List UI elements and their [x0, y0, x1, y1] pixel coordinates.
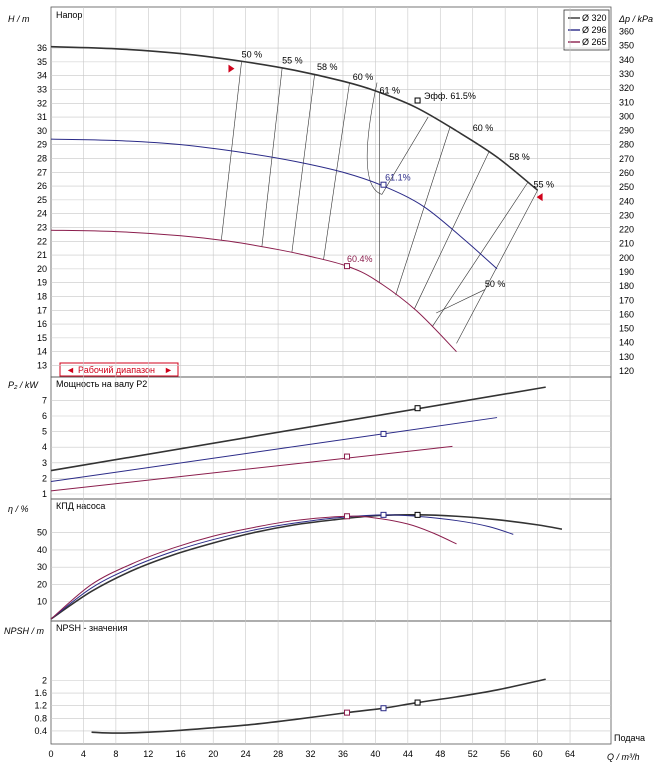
operating-point-marker — [381, 512, 386, 517]
pressure-tick-label: 290 — [619, 125, 635, 136]
head-y-tick-label: 25 — [36, 194, 47, 205]
efficiency-y-tick-label: 40 — [36, 544, 47, 555]
operating-point-marker — [345, 264, 350, 269]
efficiency-y-axis-label: η / % — [8, 504, 29, 514]
head-y-tick-label: 26 — [36, 181, 47, 192]
efficiency-label: 60 % — [352, 71, 374, 82]
head-panel-title: Напор — [56, 10, 83, 20]
pressure-tick-label: 180 — [619, 281, 635, 292]
head-y-tick-label: 31 — [36, 112, 47, 123]
pressure-tick-label: 260 — [619, 167, 635, 178]
pressure-tick-label: 320 — [619, 83, 635, 94]
x-tick-label: 20 — [208, 749, 219, 759]
efficiency-y-tick-label: 10 — [36, 596, 47, 607]
pressure-tick-label: 210 — [619, 238, 635, 249]
pressure-tick-label: 120 — [619, 366, 635, 376]
efficiency-label: Эфф. 61.5% — [424, 91, 476, 102]
x-tick-label: 36 — [337, 749, 348, 759]
operating-point-marker — [381, 182, 386, 187]
operating-point-marker — [345, 454, 350, 459]
efficiency-label: 58 % — [509, 151, 530, 162]
head-y-tick-label: 36 — [36, 43, 47, 54]
power-y-tick-label: 7 — [41, 395, 47, 406]
power-panel-title: Мощность на валу P2 — [56, 379, 148, 389]
head-y-tick-label: 22 — [36, 236, 47, 247]
x-tick-label: 64 — [565, 749, 576, 759]
operating-range-left-arrow: ◄ — [66, 365, 75, 375]
operating-range-right-arrow: ► — [164, 365, 173, 375]
pressure-tick-label: 270 — [619, 153, 635, 164]
head-y-axis-label: H / m — [8, 14, 30, 24]
pressure-tick-label: 190 — [619, 266, 635, 277]
chart-legend — [564, 10, 609, 50]
x-tick-label: 60 — [532, 749, 543, 759]
npsh-y-axis-label: NPSH / m — [4, 626, 45, 636]
operating-point-marker — [345, 514, 350, 519]
operating-point-marker — [415, 98, 420, 103]
head-y-tick-label: 20 — [36, 263, 47, 274]
power-y-tick-label: 2 — [41, 473, 47, 484]
efficiency-label: 61 % — [379, 85, 400, 96]
flow-x-axis-label: Q / m³/h — [607, 752, 640, 762]
operating-point-marker — [415, 512, 420, 517]
pressure-tick-label: 360 — [619, 26, 635, 37]
x-tick-label: 56 — [500, 749, 511, 759]
efficiency-label: 55 % — [282, 55, 303, 66]
pressure-tick-label: 250 — [619, 182, 635, 193]
head-y-tick-label: 32 — [36, 98, 47, 109]
efficiency-label: 61.1% — [385, 172, 411, 183]
efficiency-y-tick-label: 50 — [36, 527, 47, 538]
pressure-tick-label: 340 — [619, 54, 635, 65]
head-y-tick-label: 30 — [36, 125, 47, 136]
pressure-tick-label: 280 — [619, 139, 635, 150]
head-y-tick-label: 15 — [36, 332, 47, 343]
pressure-tick-label: 220 — [619, 224, 635, 235]
head-y-tick-label: 35 — [36, 56, 47, 67]
pressure-tick-label: 330 — [619, 68, 635, 79]
npsh-y-tick-label: 0.8 — [34, 713, 47, 724]
head-y-tick-label: 16 — [36, 319, 47, 330]
x-tick-label: 28 — [273, 749, 284, 759]
operating-point-marker — [381, 431, 386, 436]
x-tick-label: 16 — [175, 749, 186, 759]
pressure-tick-label: 130 — [619, 351, 635, 362]
power-y-tick-label: 4 — [41, 442, 47, 453]
power-y-tick-label: 5 — [41, 426, 47, 437]
head-y-tick-label: 34 — [36, 70, 47, 81]
x-tick-label: 4 — [80, 749, 86, 759]
head-y-tick-label: 17 — [36, 305, 47, 316]
efficiency-label: 55 % — [533, 179, 555, 190]
pressure-tick-label: 160 — [619, 309, 635, 320]
npsh-y-tick-label: 1.6 — [34, 688, 47, 699]
legend-label-296: Ø 296 — [582, 25, 607, 35]
x-tick-label: 48 — [435, 749, 446, 759]
x-tick-label: 24 — [240, 749, 251, 759]
operating-point-marker — [345, 710, 350, 715]
npsh-y-tick-label: 1.2 — [34, 700, 47, 711]
x-tick-label: 8 — [113, 749, 119, 759]
x-tick-label: 52 — [467, 749, 478, 759]
pressure-tick-label: 350 — [619, 40, 635, 51]
power-y-tick-label: 1 — [41, 489, 47, 499]
pressure-tick-label: 200 — [619, 252, 635, 263]
npsh-y-tick-label: 0.4 — [34, 725, 47, 736]
head-y-tick-label: 14 — [36, 346, 47, 357]
head-y-tick-label: 28 — [36, 153, 47, 164]
efficiency-label: 50 % — [241, 49, 263, 60]
power-y-axis-label: P₂ / kW — [8, 380, 38, 390]
efficiency-y-tick-label: 20 — [36, 579, 47, 590]
head-y-tick-label: 24 — [36, 208, 47, 219]
efficiency-label: 60.4% — [347, 253, 373, 264]
x-tick-label: 0 — [48, 749, 54, 759]
operating-range-label: Рабочий диапазон — [78, 365, 155, 375]
head-y-tick-label: 29 — [36, 139, 47, 150]
head-y-tick-label: 13 — [36, 360, 47, 371]
pressure-tick-label: 150 — [619, 323, 635, 334]
pressure-tick-label: 240 — [619, 196, 635, 207]
npsh-y-tick-label: 2 — [41, 675, 47, 686]
efficiency-y-tick-label: 30 — [36, 562, 47, 573]
power-y-tick-label: 6 — [41, 411, 47, 421]
flow-x-axis-caption: Подача — [614, 733, 646, 743]
head-y-tick-label: 18 — [36, 291, 47, 302]
power-y-tick-label: 3 — [41, 457, 47, 468]
pressure-tick-label: 310 — [619, 97, 635, 108]
head-y-tick-label: 27 — [36, 167, 47, 178]
pressure-tick-label: 140 — [619, 337, 635, 348]
x-tick-label: 44 — [402, 749, 413, 759]
operating-point-marker — [415, 700, 420, 705]
head-y-tick-label: 23 — [36, 222, 47, 233]
x-tick-label: 12 — [143, 749, 154, 759]
npsh-panel-title: NPSH - значения — [56, 623, 128, 633]
pressure-tick-label: 230 — [619, 210, 635, 221]
x-tick-label: 40 — [370, 749, 381, 759]
legend-label-265: Ø 265 — [582, 37, 607, 47]
x-tick-label: 32 — [305, 749, 316, 759]
operating-range-indicator — [60, 363, 178, 376]
efficiency-label: 58 % — [317, 62, 338, 73]
efficiency-label: 60 % — [472, 122, 494, 133]
head-y-tick-label: 21 — [36, 250, 47, 261]
operating-point-marker — [381, 706, 386, 711]
operating-point-marker — [415, 406, 420, 411]
head-y-tick-label: 19 — [36, 277, 47, 288]
head-y-tick-label: 33 — [36, 84, 47, 95]
pressure-tick-label: 300 — [619, 111, 635, 122]
efficiency-panel-title: КПД насоса — [56, 501, 106, 511]
pressure-y-axis-label: Δp / kPa — [619, 14, 654, 24]
pressure-tick-label: 170 — [619, 295, 635, 306]
efficiency-label: 50 % — [484, 278, 506, 289]
legend-label-320: Ø 320 — [582, 13, 607, 23]
